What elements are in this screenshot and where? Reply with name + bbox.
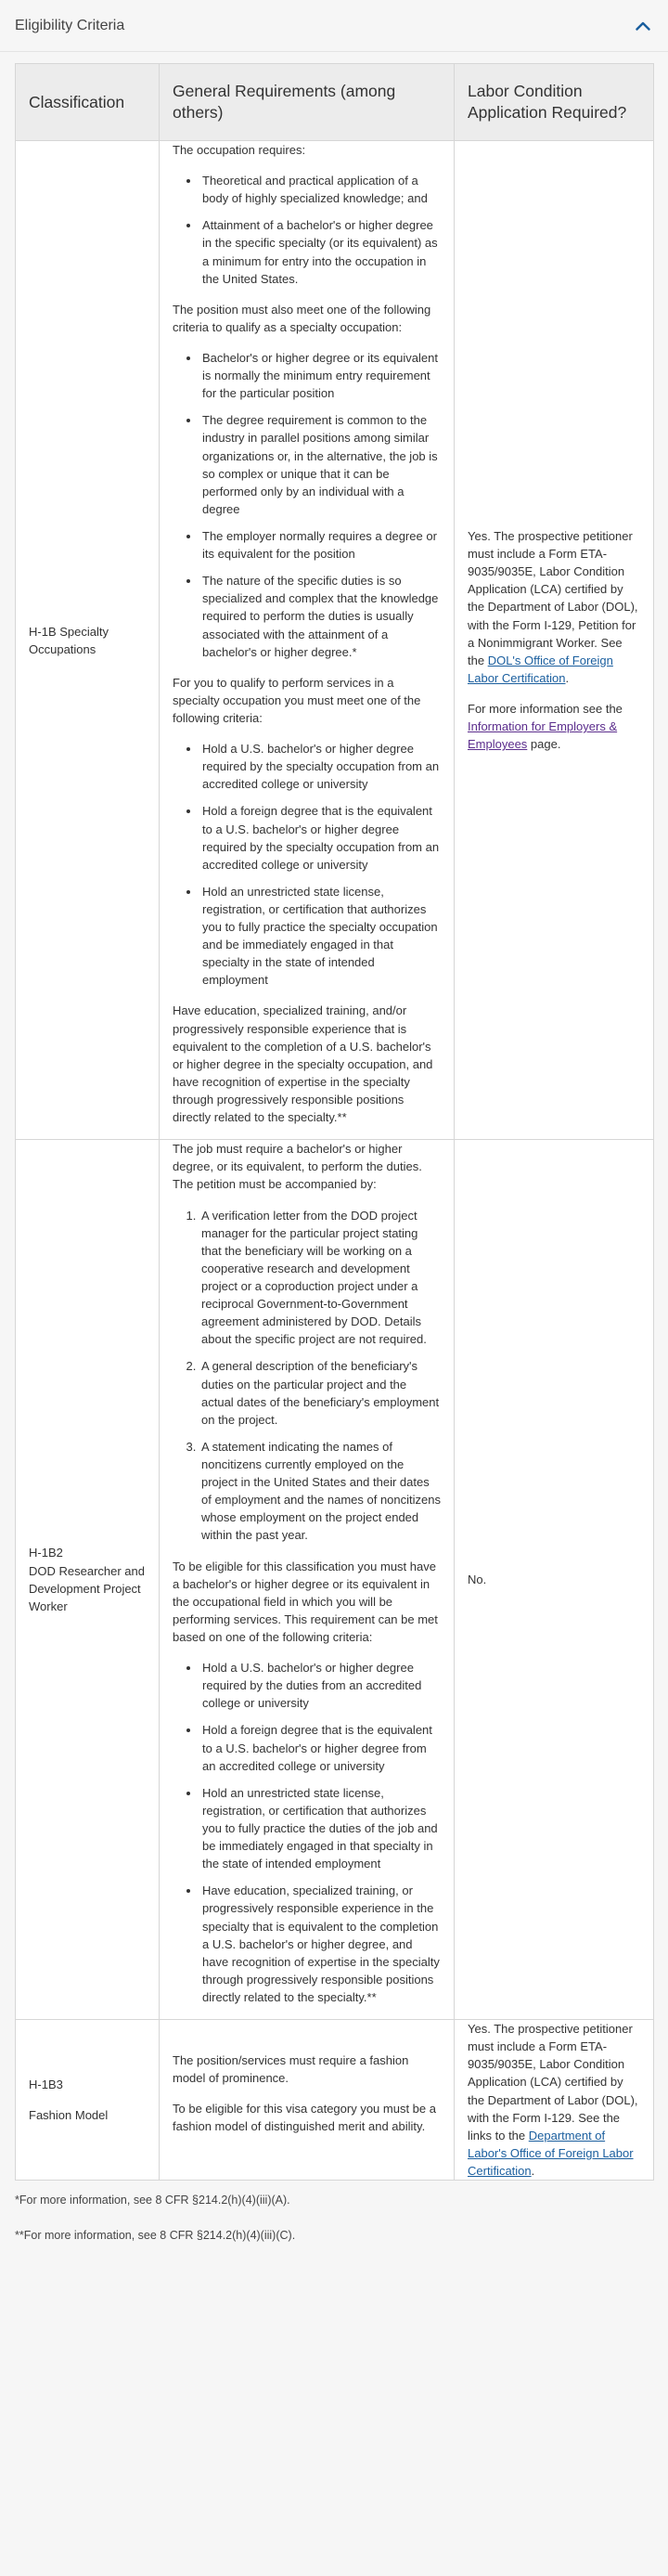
lca-link[interactable]: DOL's Office of Foreign Labor Certification <box>468 653 613 685</box>
column-header-lca: Labor Condition Application Required? <box>455 64 654 141</box>
lca-paragraph <box>468 2020 640 2180</box>
list-item: • Have education, specialized training, or progressively responsible experience in the specialty that is equivalent to the completion a U.S. bachelor's or higher degree, and have recognition of expertise in the specialty through progressively responsible positions directly related to the specialty.** <box>200 1882 441 2006</box>
list-item: • Bachelor's or higher degree or its equivalent is normally the minimum entry requirement for the particular position <box>200 349 441 402</box>
lca-text: Yes. The prospective petitioner must include a Form ETA-9035/9035E, Labor Condition Application (LCA) certified by the Department of Labor (DOL), with the Form I-129. See the links to the <box>468 2022 638 2142</box>
list-item: • Hold a foreign degree that is the equivalent to a U.S. bachelor's or higher degree required by the specialty occupation from an accredited college or university <box>200 802 441 873</box>
requirement-paragraph: The position must also meet one of the following criteria to qualify as a specialty occupation: <box>173 302 431 334</box>
requirement-paragraph: The job must require a bachelor's or higher degree, or its equivalent, to perform the duties. The petition must be accompanied by: <box>173 1142 422 1192</box>
chevron-up-icon[interactable] <box>633 16 653 36</box>
footnote: **For more information, see 8 CFR §214.2(h)(4)(iii)(C). <box>15 2229 296 2243</box>
numbered-list <box>173 1207 441 1545</box>
lca-text: . <box>531 2163 535 2178</box>
lca-text: page. <box>527 737 561 752</box>
list-item: 1. A verification letter from the DOD project manager for the particular project stating that the beneficiary will be working on a cooperative research and development project or a coproduction project under a reciprocal Government-to-Government agreement administered by DOD. Details about the specific project are not required. <box>199 1207 441 1349</box>
footnotes <box>15 2181 653 2245</box>
lca-cell <box>455 1140 654 2020</box>
requirements-cell <box>160 2020 455 2181</box>
classification-name: H-1B3 <box>29 2077 63 2091</box>
requirement-paragraph: The position/services must require a fashion model of prominence. <box>173 2052 409 2085</box>
accordion-content <box>0 52 668 2245</box>
lca-paragraph <box>468 1571 640 1588</box>
classification-cell <box>16 2020 160 2181</box>
list-item: • The degree requirement is common to the industry in parallel positions among similar organizations or, in the alternative, the job is so complex or unique that it can be performed only by an individual with a degree <box>200 411 441 518</box>
requirement-paragraph: To be eligible for this visa category you must be a fashion model of distinguished merit and ability. <box>173 2102 436 2134</box>
table-row <box>16 2020 654 2181</box>
requirement-paragraph: Have education, specialized training, and/or progressively responsible experience that is equivalent to the completion of a U.S. bachelor's or higher degree in the specialty occupation, and have recognition of expertise in the specialty through progressively responsible positions directly related to the specialty.** <box>173 1003 433 1125</box>
lca-text: Yes. The prospective petitioner must include a Form ETA-9035/9035E, Labor Condition Application (LCA) certified by the Department of Labor (DOL), with the Form I-129, Petition for a Nonimmigrant Worker. See the <box>468 528 638 667</box>
list-item: • Hold a foreign degree that is the equivalent to a U.S. bachelor's or higher degree from an accredited college or university <box>200 1721 441 1774</box>
lca-text: No. <box>468 1573 487 1587</box>
bullet-list <box>173 740 441 989</box>
list-item: • The nature of the specific duties is so specialized and complex that the knowledge required to perform the duties is usually associated with the attainment of a bachelor's or higher degree.* <box>200 572 441 661</box>
list-item: • Hold a U.S. bachelor's or higher degree required by the specialty occupation from an accredited college or university <box>200 740 441 793</box>
lca-link[interactable]: Department of Labor's Office of Foreign Labor Certification <box>468 2128 634 2178</box>
requirement-paragraph: The occupation requires: <box>173 143 306 157</box>
requirement-paragraph: To be eligible for this classification you must have a bachelor's or higher degree or its equivalent in the occupational field in which you will be performing services. This requirement can be met based on one of the following criteria: <box>173 1559 438 1644</box>
list-item: 2. A general description of the beneficiary's duties on the particular project and the actual dates of the beneficiary's employment on the project. <box>199 1357 441 1428</box>
requirements-cell <box>160 1140 455 2020</box>
classification-name: Fashion Model <box>29 2108 109 2123</box>
list-item: • The employer normally requires a degree or its equivalent for the position <box>200 527 441 563</box>
eligibility-table <box>15 63 654 2181</box>
bullet-list <box>173 349 441 661</box>
list-item: • Hold a U.S. bachelor's or higher degree required by the duties from an accredited college or university <box>200 1659 441 1712</box>
lca-paragraph <box>468 700 640 753</box>
classification-cell <box>16 141 160 1140</box>
list-item: • Theoretical and practical application of a body of highly specialized knowledge; and <box>200 172 441 207</box>
list-item: • Hold an unrestricted state license, registration, or certification that authorizes you to fully practice the specialty occupation and be immediately engaged in that specialty in the state of intended employment <box>200 883 441 990</box>
lca-text: . <box>565 670 570 685</box>
classification-name: DOD Researcher and Development Project Worker <box>29 1563 145 1613</box>
classification-cell <box>16 1140 160 2020</box>
table-row <box>16 141 654 1140</box>
classification-name: H-1B Specialty Occupations <box>29 624 109 656</box>
list-item: • Hold an unrestricted state license, registration, or certification that authorizes you to fully practice the duties of the job and be immediately engaged in that specialty in the state of intended employment <box>200 1784 441 1873</box>
requirements-cell <box>160 141 455 1140</box>
lca-link[interactable]: Information for Employers & Employees <box>468 719 618 752</box>
table-header-row <box>16 64 654 141</box>
list-item: • Attainment of a bachelor's or higher degree in the specific specialty (or its equivalent) as a minimum for entry into the occupation in the United States. <box>200 216 441 287</box>
bullet-list <box>173 172 441 288</box>
table-row <box>16 1140 654 2020</box>
requirement-paragraph: For you to qualify to perform services in a specialty occupation you must meet one of the following criteria: <box>173 675 421 725</box>
accordion-header[interactable] <box>0 0 668 52</box>
lca-cell <box>455 141 654 1140</box>
lca-text: For more information see the <box>468 701 623 716</box>
lca-paragraph <box>468 527 640 687</box>
accordion-title: Eligibility Criteria <box>15 17 125 33</box>
footnote: *For more information, see 8 CFR §214.2(h)(4)(iii)(A). <box>15 2194 290 2207</box>
column-header-classification: Classification <box>16 64 160 141</box>
classification-name: H-1B2 <box>29 1546 63 1560</box>
list-item: 3. A statement indicating the names of noncitizens currently employed on the project in the United States and their dates of employment and the names of noncitizens whose employment on the project ended within the past year. <box>199 1438 441 1545</box>
bullet-list <box>173 1659 441 2006</box>
lca-cell <box>455 2020 654 2181</box>
column-header-requirements: General Requirements (among others) <box>160 64 455 141</box>
